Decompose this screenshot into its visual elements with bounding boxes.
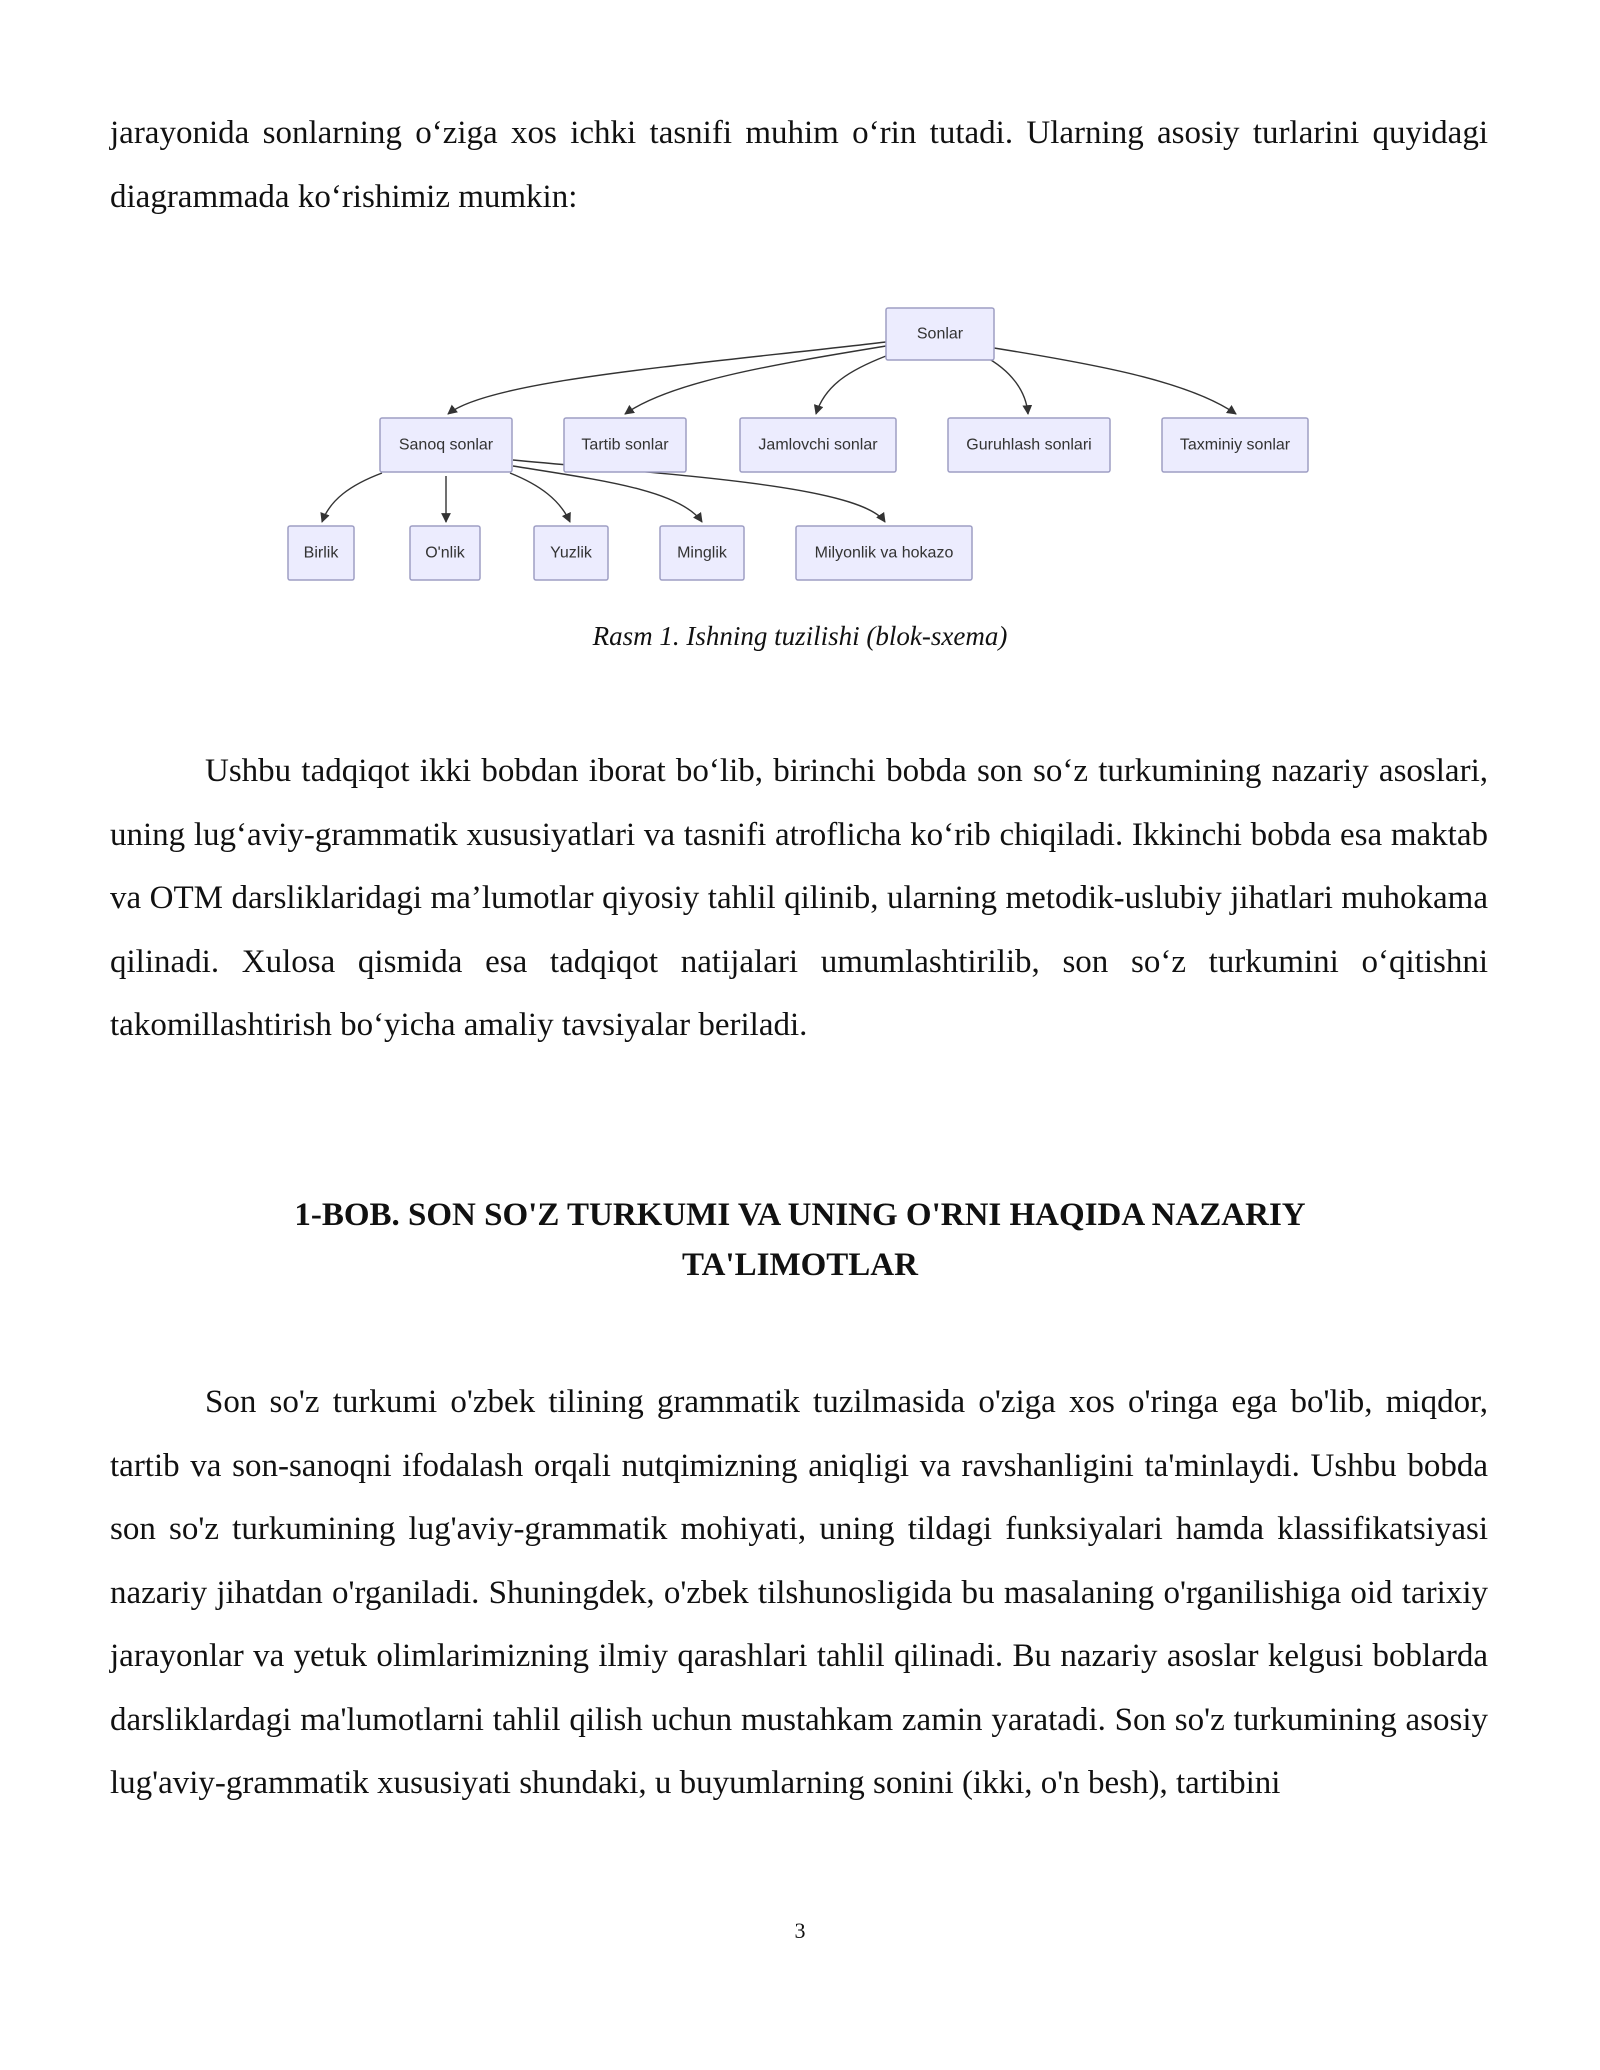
edge-sanoq-yuzlik — [510, 473, 570, 522]
diagram-node-birlik — [288, 526, 354, 580]
diagram-node-label: Birlik — [303, 544, 339, 562]
diagram-node-yuzlik — [534, 526, 608, 580]
diagram-node-label: Tartib sonlar — [581, 436, 669, 454]
diagram-node-label: O'nlik — [425, 544, 465, 562]
diagram-node-label: Sonlar — [916, 325, 964, 343]
diagram-node-jamlovchi — [740, 418, 896, 472]
edge-root-jamlovchi — [816, 356, 886, 414]
chapter-heading — [160, 1190, 1440, 1290]
classification-diagram — [270, 290, 1330, 602]
diagram-node-milyonlik — [796, 526, 972, 580]
page-number: 3 — [794, 1918, 806, 1943]
diagram-node-root — [886, 308, 994, 360]
diagram-node-taxminiy — [1162, 418, 1308, 472]
diagram-node-label: Milyonlik va hokazo — [814, 544, 954, 562]
chapter-heading-line2: TA'LIMOTLAR — [682, 1247, 918, 1283]
diagram-node-label: Guruhlash sonlari — [966, 436, 1092, 454]
diagram-node-tartib — [564, 418, 686, 472]
diagram-node-onlik — [410, 526, 480, 580]
edge-root-guruhlash — [984, 356, 1028, 414]
diagram-node-label: Yuzlik — [550, 544, 592, 562]
diagram-node-label: Minglik — [677, 544, 727, 562]
diagram-node-label: Taxminiy sonlar — [1179, 436, 1291, 454]
chapter-heading-line1: 1-BOB. SON SO'Z TURKUMI VA UNING O'RNI HAQIDA NAZARIY — [294, 1197, 1306, 1233]
diagram-node-label: Jamlovchi sonlar — [758, 436, 878, 454]
intro-paragraph: jarayonida sonlarning o‘ziga xos ichki tasnifi muhim o‘rin tutadi. Ularning asosiy turlarini quyidagi diagrammada ko‘rishimiz mumkin: — [110, 115, 1488, 215]
structure-paragraph: Ushbu tadqiqot ikki bobdan iborat bo‘lib, birinchi bobda son so‘z turkumining nazariy asoslari, uning lug‘aviy-grammatik xususiyatlari va tasnifi atroflicha ko‘rib chiqiladi. Ikkinchi bobda esa maktab va OTM darsliklaridagi ma’lumotlar qiyosiy tahlil qilinib, ularning metodik-uslubiy jihatlari muhokama qilinadi. Xulosa qismida esa tadqiqot natijalari umumlashtirilib, son so‘z turkumini o‘qitishni takomillashtirish bo‘yicha amaliy tavsiyalar beriladi. — [110, 753, 1488, 1043]
diagram-node-sanoq — [380, 418, 512, 472]
edge-root-taxminiy — [994, 348, 1236, 414]
diagram-node-minglik — [660, 526, 744, 580]
chapter-intro-paragraph: Son so'z turkumi o'zbek tilining grammatik tuzilmasida o'ziga xos o'ringa ega bo'lib, miqdor, tartib va son-sanoqni ifodalash orqali nutqimizning aniqligi va ravshanligini ta'minlaydi. Ushbu bobda son so'z turkumining lug'aviy-grammatik mohiyati, uning tildagi funksiyalari hamda klassifikatsiyasi nazariy jihatdan o'rganiladi. Shuningdek, o'zbek tilshunosligida bu masalaning o'rganilishiga oid tarixiy jarayonlar va yetuk olimlarimizning ilmiy qarashlari tahlil qilinadi. Bu nazariy asoslar kelgusi boblarda darsliklardagi ma'lumotlarni tahlil qilish uchun mustahkam zamin yaratadi. Son so'z turkumining asosiy lug'aviy-grammatik xususiyati shundaki, u buyumlarning sonini (ikki, o'n besh), tartibini — [110, 1384, 1488, 1801]
diagram-node-label: Sanoq sonlar — [398, 436, 494, 454]
edge-sanoq-birlik — [322, 473, 382, 522]
figure-caption: Rasm 1. Ishning tuzilishi (blok-sxema) — [592, 621, 1008, 651]
diagram-node-guruhlash — [948, 418, 1110, 472]
